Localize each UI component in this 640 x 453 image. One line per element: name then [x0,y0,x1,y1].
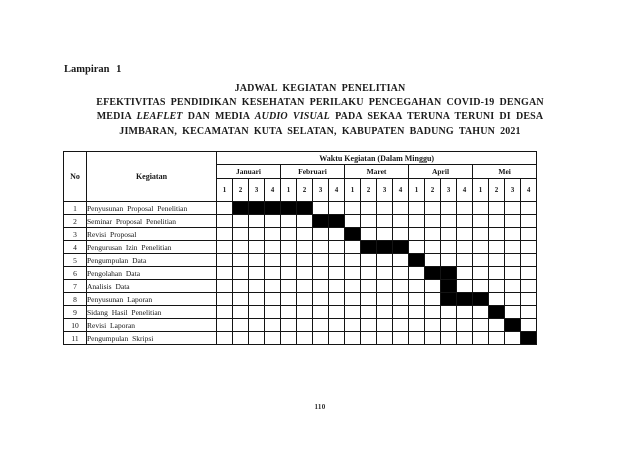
schedule-cell [329,306,345,319]
schedule-cell [265,293,281,306]
week-number-header: 3 [313,179,329,202]
schedule-cell [217,306,233,319]
schedule-cell [521,215,537,228]
schedule-cell [377,332,393,345]
schedule-cell [249,293,265,306]
schedule-cell [329,202,345,215]
schedule-cell [489,254,505,267]
month-header: Maret [345,165,409,179]
schedule-cell [361,254,377,267]
schedule-cell [233,332,249,345]
title-line-2: EFEKTIVITAS PENDIDIKAN KESEHATAN PERILAKU PENCEGAHAN COVID-19 DENGAN [96,97,544,109]
schedule-cell-filled [313,215,329,228]
lampiran-label: Lampiran 1 [64,64,122,75]
schedule-cell [393,280,409,293]
schedule-cell-filled [297,202,313,215]
schedule-cell [265,267,281,280]
schedule-cell-filled [505,319,521,332]
schedule-cell [409,215,425,228]
schedule-cell [425,228,441,241]
table-row [64,280,537,293]
schedule-cell [297,228,313,241]
schedule-cell [409,280,425,293]
month-header: April [409,165,473,179]
schedule-cell [313,280,329,293]
schedule-cell [505,202,521,215]
schedule-cell [297,280,313,293]
schedule-cell [217,280,233,293]
schedule-cell [393,293,409,306]
schedule-cell [329,332,345,345]
schedule-cell [313,202,329,215]
schedule-cell [377,293,393,306]
schedule-cell [265,241,281,254]
schedule-cell [329,241,345,254]
schedule-cell [313,254,329,267]
schedule-cell [377,267,393,280]
schedule-cell [233,215,249,228]
row-number: 11 [64,332,87,345]
schedule-cell [217,267,233,280]
schedule-cell-filled [473,293,489,306]
schedule-cell [521,280,537,293]
table-row [64,202,537,215]
schedule-cell [489,293,505,306]
schedule-cell [233,280,249,293]
activity-label: Sidang Hasil Penelitian [87,306,217,319]
schedule-cell [217,332,233,345]
schedule-cell [521,267,537,280]
schedule-cell [473,306,489,319]
activity-label: Pengolahan Data [87,267,217,280]
schedule-cell [217,202,233,215]
schedule-cell [441,306,457,319]
week-number-header: 3 [505,179,521,202]
schedule-cell [473,215,489,228]
schedule-cell [489,319,505,332]
schedule-cell [425,215,441,228]
schedule-cell [521,319,537,332]
schedule-cell [425,332,441,345]
schedule-cell [425,241,441,254]
schedule-cell [265,280,281,293]
schedule-cell [473,280,489,293]
schedule-cell [329,267,345,280]
schedule-cell [233,241,249,254]
schedule-cell [361,267,377,280]
week-number-header: 2 [425,179,441,202]
schedule-cell [265,254,281,267]
week-number-header: 4 [457,179,473,202]
row-number: 1 [64,202,87,215]
schedule-cell [505,254,521,267]
schedule-cell [217,228,233,241]
schedule-cell [393,306,409,319]
table-row [64,332,537,345]
col-header-no: No [64,152,87,202]
schedule-cell [249,332,265,345]
schedule-cell [425,293,441,306]
week-number-header: 3 [249,179,265,202]
schedule-cell [489,267,505,280]
week-number-header: 4 [329,179,345,202]
schedule-cell [313,267,329,280]
schedule-cell [233,319,249,332]
schedule-cell [409,228,425,241]
schedule-cell [393,332,409,345]
title-line-3 [0,110,640,124]
schedule-cell [249,254,265,267]
schedule-cell-filled [441,293,457,306]
schedule-cell [361,332,377,345]
schedule-cell [249,215,265,228]
schedule-cell [345,267,361,280]
schedule-cell [473,319,489,332]
table-row [64,293,537,306]
schedule-cell [233,228,249,241]
schedule-cell [457,228,473,241]
schedule-cell-filled [345,228,361,241]
table-row [64,319,537,332]
schedule-cell [329,280,345,293]
schedule-cell [377,228,393,241]
schedule-cell [521,306,537,319]
schedule-cell [361,228,377,241]
title-italic-segment: AUDIO VISUAL [254,111,330,123]
schedule-cell [297,254,313,267]
schedule-cell [473,267,489,280]
table-row [64,215,537,228]
schedule-cell [265,332,281,345]
schedule-cell [297,215,313,228]
row-number: 4 [64,241,87,254]
month-header: Februari [281,165,345,179]
week-number-header: 2 [297,179,313,202]
schedule-cell [281,215,297,228]
schedule-cell [425,280,441,293]
activity-label: Pengumpulan Data [87,254,217,267]
schedule-cell [521,293,537,306]
schedule-cell [281,293,297,306]
schedule-cell [377,215,393,228]
schedule-cell [345,202,361,215]
table-row [64,228,537,241]
schedule-cell-filled [457,293,473,306]
week-number-header: 4 [393,179,409,202]
schedule-cell [297,306,313,319]
row-number: 5 [64,254,87,267]
schedule-cell [265,306,281,319]
schedule-cell [361,202,377,215]
schedule-cell [457,241,473,254]
schedule-cell [265,319,281,332]
schedule-cell [281,228,297,241]
schedule-cell [457,267,473,280]
schedule-cell [329,293,345,306]
schedule-cell [409,202,425,215]
table-row [64,241,537,254]
activity-label: Revisi Laporan [87,319,217,332]
table-row [64,306,537,319]
schedule-cell [249,228,265,241]
document-title [0,82,640,139]
activity-label: Penyusunan Laporan [87,293,217,306]
schedule-cell [489,215,505,228]
schedule-cell-filled [361,241,377,254]
schedule-cell [329,228,345,241]
schedule-cell [249,267,265,280]
week-number-header: 1 [217,179,233,202]
schedule-cell [345,319,361,332]
schedule-cell [217,241,233,254]
activity-label: Pengumpulan Skripsi [87,332,217,345]
schedule-cell [345,332,361,345]
schedule-cell [505,215,521,228]
title-segment: DAN MEDIA [182,111,255,123]
schedule-cell [409,241,425,254]
schedule-cell [297,293,313,306]
schedule-cell [441,215,457,228]
schedule-cell [521,228,537,241]
schedule-cell [409,332,425,345]
schedule-cell [249,306,265,319]
schedule-cell-filled [425,267,441,280]
schedule-cell [473,202,489,215]
week-number-header: 1 [409,179,425,202]
schedule-cell-filled [521,332,537,345]
schedule-cell [409,267,425,280]
schedule-cell [313,241,329,254]
schedule-cell [297,267,313,280]
schedule-cell [233,267,249,280]
schedule-cell [233,254,249,267]
schedule-cell [361,280,377,293]
schedule-cell [393,319,409,332]
schedule-cell-filled [489,306,505,319]
activity-label: Seminar Proposal Penelitian [87,215,217,228]
schedule-cell-filled [281,202,297,215]
schedule-cell [345,306,361,319]
col-header-waktu: Waktu Kegiatan (Dalam Minggu) [217,152,537,165]
schedule-cell [297,241,313,254]
schedule-cell [393,202,409,215]
schedule-cell [441,254,457,267]
schedule-cell [441,241,457,254]
schedule-cell-filled [441,280,457,293]
schedule-cell [521,202,537,215]
schedule-cell [313,332,329,345]
schedule-cell-filled [329,215,345,228]
schedule-cell [489,332,505,345]
schedule-cell [313,293,329,306]
schedule-cell [233,306,249,319]
schedule-cell [489,228,505,241]
schedule-cell [457,319,473,332]
title-segment: MEDIA [96,111,137,123]
schedule-cell-filled [409,254,425,267]
row-number: 7 [64,280,87,293]
schedule-cell [473,241,489,254]
schedule-cell [217,215,233,228]
schedule-cell-filled [393,241,409,254]
schedule-cell [281,306,297,319]
schedule-cell [281,241,297,254]
activity-label: Penyusunan Proposal Penelitian [87,202,217,215]
schedule-cell [505,293,521,306]
schedule-cell [457,306,473,319]
schedule-cell [297,332,313,345]
week-number-header: 3 [377,179,393,202]
schedule-cell [457,332,473,345]
schedule-cell [217,319,233,332]
schedule-cell [345,293,361,306]
schedule-cell [441,332,457,345]
schedule-cell [393,254,409,267]
schedule-cell [297,319,313,332]
activity-label: Revisi Proposal [87,228,217,241]
table-row [64,267,537,280]
schedule-cell [425,319,441,332]
schedule-cell [361,215,377,228]
schedule-cell [441,319,457,332]
week-number-header: 2 [233,179,249,202]
schedule-cell [409,293,425,306]
schedule-cell [217,254,233,267]
schedule-body [64,202,537,345]
schedule-cell [393,228,409,241]
schedule-cell-filled [441,267,457,280]
row-number: 10 [64,319,87,332]
schedule-cell [345,254,361,267]
schedule-cell [345,241,361,254]
row-number: 9 [64,306,87,319]
schedule-cell [505,228,521,241]
schedule-cell [393,215,409,228]
schedule-cell [265,215,281,228]
week-number-header: 1 [281,179,297,202]
schedule-cell [377,306,393,319]
schedule-cell [281,254,297,267]
schedule-cell-filled [377,241,393,254]
schedule-cell [377,254,393,267]
row-number: 2 [64,215,87,228]
title-segment: PADA SEKAA TERUNA TERUNI DI DESA [329,111,544,123]
week-number-header: 4 [521,179,537,202]
title-line-4: JIMBARAN, KECAMATAN KUTA SELATAN, KABUPATEN BADUNG TAHUN 2021 [119,125,521,137]
schedule-cell [489,241,505,254]
schedule-cell [265,228,281,241]
schedule-cell [425,202,441,215]
table-row [64,254,537,267]
schedule-cell [425,306,441,319]
schedule-cell [313,319,329,332]
schedule-cell [377,202,393,215]
schedule-cell [457,202,473,215]
schedule-cell [393,267,409,280]
schedule-cell-filled [265,202,281,215]
schedule-cell-filled [233,202,249,215]
schedule-cell [249,319,265,332]
schedule-cell [505,267,521,280]
row-number: 6 [64,267,87,280]
title-italic-segment: LEAFLET [136,111,183,123]
schedule-cell [345,215,361,228]
week-number-header: 4 [265,179,281,202]
week-number-header: 2 [489,179,505,202]
col-header-kegiatan: Kegiatan [87,152,217,202]
schedule-cell [329,254,345,267]
row-number: 8 [64,293,87,306]
schedule-cell [361,293,377,306]
schedule-cell [441,228,457,241]
month-header: Januari [217,165,281,179]
schedule-cell [249,280,265,293]
schedule-cell [457,254,473,267]
week-number-header: 2 [361,179,377,202]
schedule-cell [313,306,329,319]
schedule-cell [377,280,393,293]
schedule-cell [441,202,457,215]
schedule-cell [521,241,537,254]
page-number: 110 [314,403,326,411]
week-number-header: 1 [345,179,361,202]
schedule-cell [249,241,265,254]
week-number-header: 1 [473,179,489,202]
activity-label: Pengurusan Izin Penelitian [87,241,217,254]
schedule-cell [473,254,489,267]
row-number: 3 [64,228,87,241]
schedule-table [63,151,537,345]
schedule-cell [217,293,233,306]
schedule-cell [505,332,521,345]
schedule-cell [361,306,377,319]
schedule-head [64,152,537,202]
schedule-cell [505,306,521,319]
schedule-cell [281,319,297,332]
schedule-cell [505,280,521,293]
schedule-cell [409,306,425,319]
schedule-cell [329,319,345,332]
schedule-cell [457,215,473,228]
title-line-1: JADWAL KEGIATAN PENELITIAN [234,83,406,94]
schedule-cell [233,293,249,306]
week-number-header: 3 [441,179,457,202]
schedule-cell [521,254,537,267]
schedule-cell [345,280,361,293]
schedule-cell [457,280,473,293]
schedule-cell [313,228,329,241]
schedule-cell-filled [249,202,265,215]
schedule-cell [473,228,489,241]
schedule-cell [281,280,297,293]
schedule-cell [281,267,297,280]
schedule-cell [409,319,425,332]
schedule-cell [377,319,393,332]
schedule-cell [281,332,297,345]
month-header: Mei [473,165,537,179]
schedule-cell [489,202,505,215]
schedule-cell [473,332,489,345]
schedule-cell [361,319,377,332]
schedule-cell [489,280,505,293]
activity-label: Analisis Data [87,280,217,293]
schedule-cell [425,254,441,267]
schedule-cell [505,241,521,254]
